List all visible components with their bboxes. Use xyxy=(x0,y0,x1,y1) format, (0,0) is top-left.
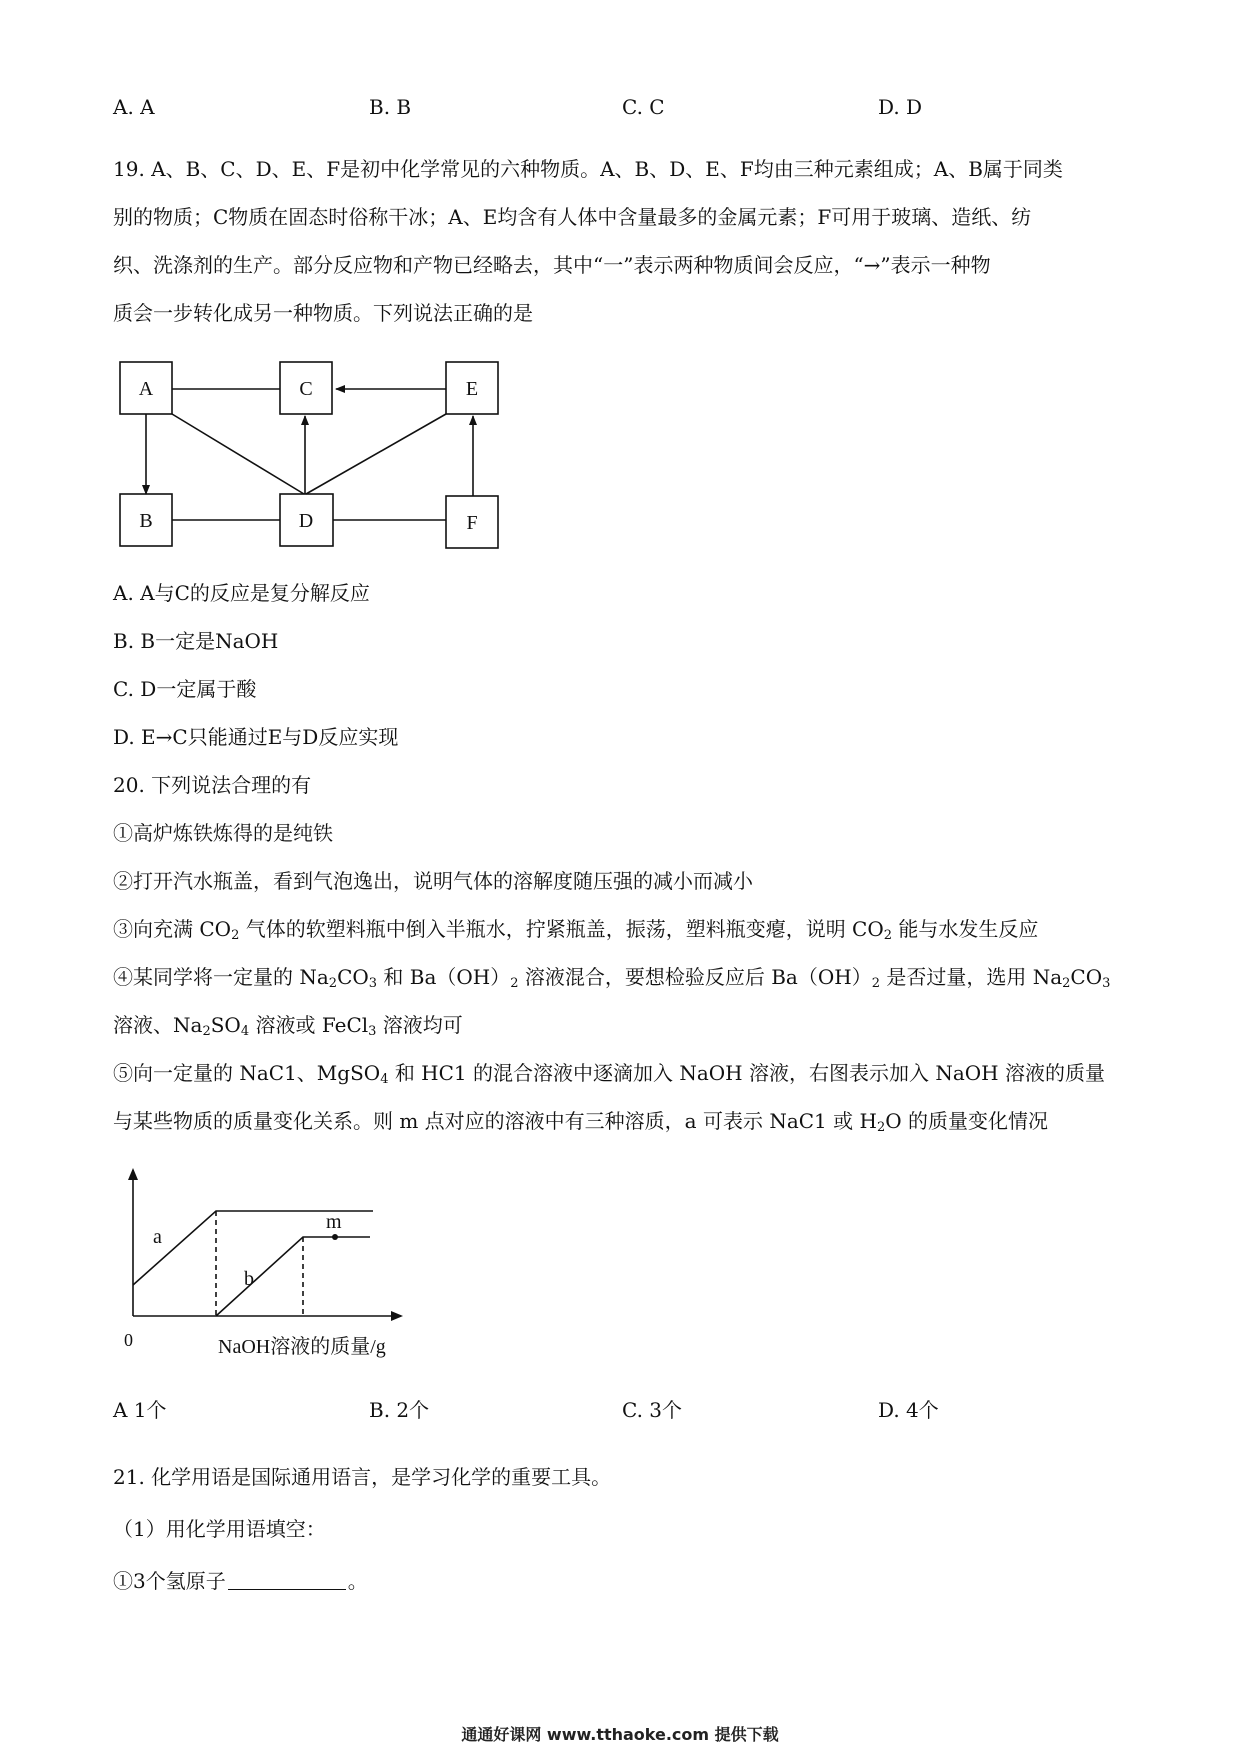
q20-item-3: ③向充满 $CO_2$ 气体的软塑料瓶中倒入半瓶水，拧紧瓶盖，振荡，塑料瓶变瘪，说明 $CO_2$ 能与水发生反应 xyxy=(113,917,1039,943)
q20-stem: 20. 下列说法合理的有 xyxy=(113,773,312,797)
q20-item-4-cont: 溶液、$Na_2SO_4$ 溶液或 FeCl$_3$ 溶液均可 xyxy=(113,1013,463,1039)
origin-label: 0 xyxy=(124,1330,133,1350)
link-a-d xyxy=(172,414,304,494)
q20-option-c: C. 3个 xyxy=(622,1398,683,1422)
option-d: D. D xyxy=(878,95,923,119)
q20-item-1: ①高炉炼铁炼得的是纯铁 xyxy=(113,821,333,845)
q19-option-b: B. B一定是NaOH xyxy=(113,629,279,653)
curve-b xyxy=(216,1237,370,1316)
q21-sub1: （1）用化学用语填空： xyxy=(113,1517,326,1541)
q21-fill1: ①3个氢原子 。 xyxy=(113,1569,368,1593)
option-c: C. C xyxy=(622,95,665,119)
x-axis-label: NaOH溶液的质量/g xyxy=(218,1336,386,1358)
q19-stem-line: 质会一步转化成另一种物质。下列说法正确的是 xyxy=(113,301,533,325)
q19-stem-line: 织、洗涤剂的生产。部分反应物和产物已经略去，其中“一”表示两种物质间会反应，“→”表示一种物 xyxy=(113,253,991,277)
q20-item-5-cont: 与某些物质的质量变化关系。则 m 点对应的溶液中有三种溶质，a 可表示 NaC1 或 $H_2O$ 的质量变化情况 xyxy=(113,1109,1048,1135)
point-m xyxy=(332,1234,338,1240)
node-c-label: C xyxy=(299,378,313,400)
q20-item-4: ④某同学将一定量的 $Na_2CO_3$ 和 $Ba(OH)_2$ 溶液混合，要想检验反应后 $Ba(OH)_2$ 是否过量，选用 $Na_2CO_3$ xyxy=(113,965,1111,991)
q20-item-2: ②打开汽水瓶盖，看到气泡逸出，说明气体的溶解度随压强的减小而减小 xyxy=(113,869,753,893)
q20-option-b: B. 2个 xyxy=(369,1398,430,1422)
node-a-label: A xyxy=(138,378,154,400)
node-b-label: B xyxy=(139,510,153,532)
footer-watermark: 通通好课网 www.tthaoke.com 提供下载 xyxy=(461,1725,779,1744)
answer-blank[interactable] xyxy=(228,1571,346,1590)
relation-diagram xyxy=(100,352,520,562)
q19-stem-line: 别的物质；C物质在固态时俗称干冰；A、E均含有人体中含量最多的金属元素；F可用于玻璃、造纸、纺 xyxy=(113,205,1032,229)
q19-option-d: D. E→C只能通过E与D反应实现 xyxy=(113,725,399,749)
option-b: B. B xyxy=(369,95,412,119)
label-m: m xyxy=(326,1211,342,1233)
link-e-d xyxy=(306,414,446,494)
node-f-label: F xyxy=(466,512,478,534)
option-a: A. A xyxy=(113,95,155,119)
node-e-label: E xyxy=(465,378,479,400)
node-d-label: D xyxy=(298,510,314,532)
q20-option-d: D. 4个 xyxy=(878,1398,939,1422)
q19-stem-line: 19. A、B、C、D、E、F是初中化学常见的六种物质。A、B、D、E、F均由三种元素组成；A、B属于同类 xyxy=(113,157,1063,181)
label-b: b xyxy=(244,1268,254,1290)
q20-option-a: A 1个 xyxy=(113,1398,167,1422)
q20-item-5: ⑤向一定量的 NaC1、MgSO$_4$ 和 HC1 的混合溶液中逐滴加入 NaOH 溶液，右图表示加入 NaOH 溶液的质量 xyxy=(113,1061,1105,1087)
mass-graph xyxy=(108,1160,438,1360)
q19-option-c: C. D一定属于酸 xyxy=(113,677,257,701)
label-a: a xyxy=(153,1226,162,1248)
q21-stem: 21. 化学用语是国际通用语言，是学习化学的重要工具。 xyxy=(113,1465,612,1489)
q19-option-a: A. A与C的反应是复分解反应 xyxy=(113,581,370,605)
